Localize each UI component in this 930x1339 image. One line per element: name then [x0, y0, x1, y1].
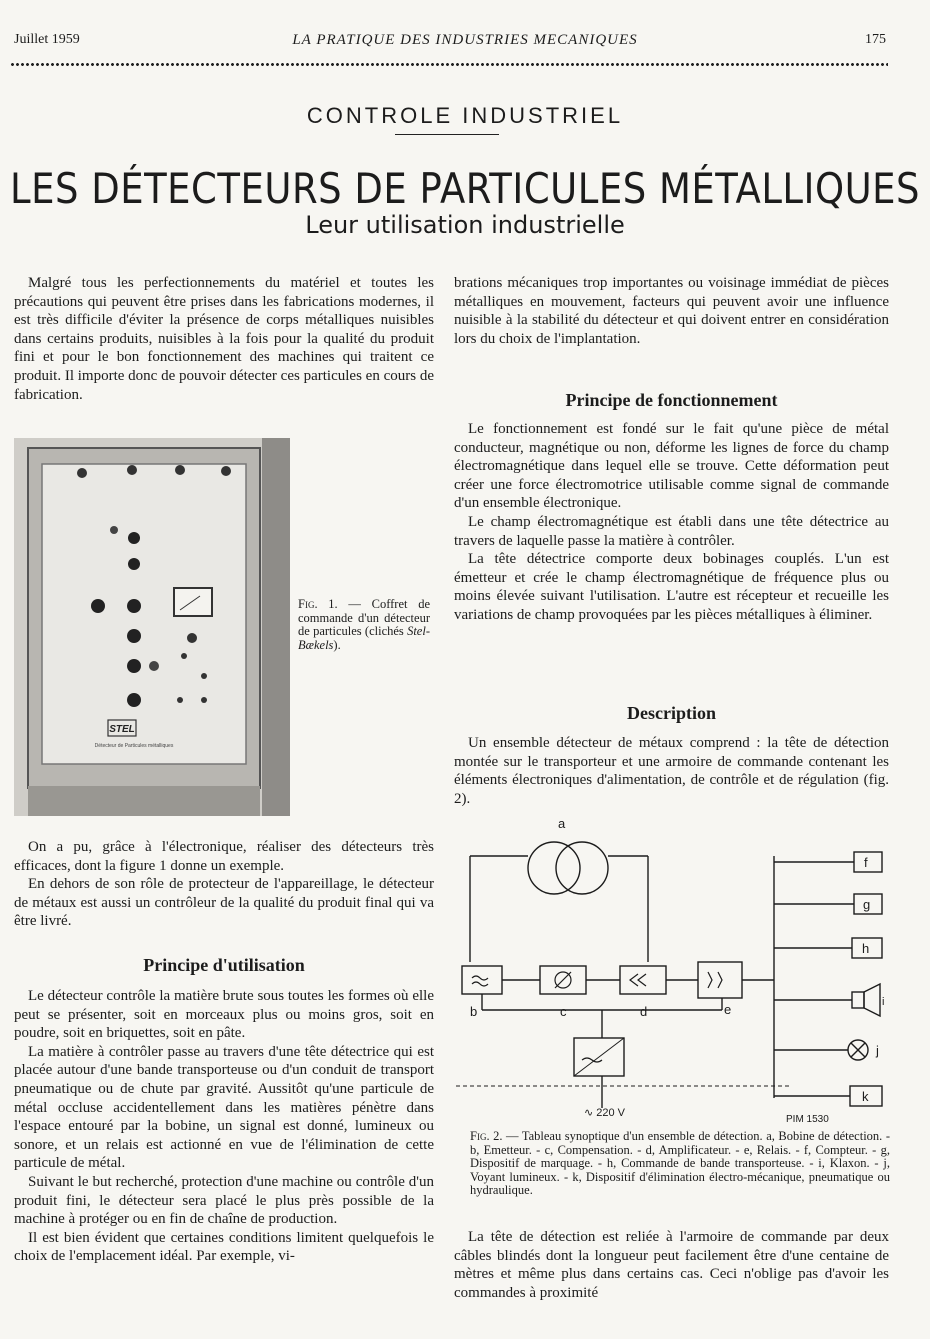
label-e: e [724, 1002, 732, 1017]
fig1-caption-credit: Stel-Bækels [298, 624, 430, 652]
article-title: LES DÉTECTEURS DE PARTICULES MÉTALLIQUES [9, 165, 921, 214]
article-subtitle: Leur utilisation industrielle [305, 211, 625, 239]
header-dotted-rule [10, 62, 888, 67]
block-e-relais [698, 962, 742, 998]
left-paragraphs-2 [14, 838, 434, 931]
fig1-caption-text: — Coffret de commande d'un détecteur de particules (clichés [298, 597, 430, 638]
fig2-caption-label: Fig. 2. [470, 1129, 503, 1143]
fig2-caption [470, 1130, 890, 1198]
section-underline [395, 134, 499, 135]
control-box-illustration [14, 438, 290, 816]
label-h: h [862, 941, 870, 956]
label-k: k [862, 1089, 869, 1104]
paragraph-tete-detection: La tête de détection est reliée à l'armoire de commande par deux câbles blindés dont la longueur peut facilement être d'une centaine de mètres et même plus dans certains cas. Ceci n'oblige pas d'avoir les commandes à proximité [454, 1229, 889, 1301]
label-j: j [876, 1043, 879, 1058]
block-d-amplificateur [620, 966, 666, 994]
paragraph-utilisation-1: Le détecteur contrôle la matière brute sous toutes les formes où elle peut se présenter, soit en morceaux plus ou moins gros, soit en poudre, soit en briquettes, soit en pâte. [14, 988, 434, 1042]
label-f: f [864, 855, 868, 870]
heading-principe-utilisation: Principe d'utilisation [143, 955, 305, 975]
fig2-synoptic-diagram [452, 812, 892, 1128]
paragraph-utilisation-4: Il est bien évident que certaines conditions limitent quelquefois le choix de l'emplacement idéal. Par exemple, vi- [14, 1229, 434, 1265]
section-title: CONTROLE INDUSTRIEL [306, 103, 624, 128]
coil-loop-right [556, 842, 608, 894]
block-i-klaxon [864, 984, 880, 1016]
fig1-caption [298, 598, 430, 652]
label-a: a [558, 816, 566, 831]
description-paragraph-block [454, 734, 889, 808]
fig1-photo [14, 438, 290, 816]
relay-symbol [708, 972, 722, 988]
supply-label: ∿ 220 V [584, 1107, 626, 1119]
figure-reference: PIM 1530 [786, 1114, 829, 1125]
paragraph-utilisation-2: La matière à contrôler passe au travers d'une tête détectrice qui est placée autour d'une bande transporteuse ou d'un conduit de transport pneumatique ou de chute par gravité. Aussitôt qu'une particule de métal occluse accidentellement dans les matières pénètre dans l'espace entouré par la bobine, un signal est donné, lumineux ou sonore, et un relais est actionné en vue de l'élimination de cette particule de métal. [14, 1043, 434, 1172]
right-continuation [454, 274, 889, 348]
paragraph-vibrations: brations mécaniques trop importantes ou voisinage immédiat de pièces métalliques en mouvement, facteurs qui peuvent avoir une influence nuisible à la stabilité du détecteur et qui doivent entrer en considération lors du choix de l'implantation. [454, 275, 889, 347]
utilisation-paragraphs [14, 987, 434, 1266]
fig1-caption-label: Fig. 1. [298, 597, 338, 611]
header-date: Juillet 1959 [14, 32, 80, 47]
label-d: d [640, 1004, 648, 1019]
label-b: b [470, 1004, 478, 1019]
paragraph-fonctionnement-1: Le fonctionnement est fondé sur le fait qu'une pièce de métal conducteur, magnétique ou non, déforme les lignes de force du champ électromagnétique dans lequel elle se trouve. Cette déformation peut créer une force électromotrice utilisable comme signal de commande d'un ensemble électronique. [454, 421, 889, 512]
header-page-number: 175 [865, 32, 886, 47]
paragraph-description: Un ensemble détecteur de métaux comprend : la tête de détection montée sur le transporteur et une armoire de commande contenant les éléments électroniques d'alimentation, de contrôle et de régulation (fig. 2). [454, 735, 889, 807]
label-g: g [863, 897, 871, 912]
klaxon-body [852, 992, 864, 1008]
paragraph-electronique: On a pu, grâce à l'électronique, réaliser des détecteurs très efficaces, dont la figure 1 donne un exemple. [14, 839, 434, 874]
stel-logo: STEL [109, 724, 135, 735]
block-f-compteur [854, 852, 882, 872]
paragraph-role-protecteur: En dehors de son rôle de protecteur de l'appareillage, le détecteur de métaux est aussi un contrôleur de la qualité du produit final qui va être livré. [14, 876, 434, 930]
fig1-caption-end: ). [333, 637, 341, 652]
intro-paragraph: Malgré tous les perfectionnements du matériel et toutes les précautions qui peuvent être prises dans les fabrications modernes, il est très difficile d'éviter la présence de corps métalliques nuisibles dans certains produits, nuisibles à la fois pour la qualité du produit fini et pour le bon fonctionnement des machines qui traitent ce produit. Il importe donc de pouvoir détecter ces particules en cours de fabrication. [14, 275, 434, 403]
amplifier-symbol [630, 974, 646, 986]
heading-description: Description [627, 703, 716, 723]
coil-loop-left [528, 842, 580, 894]
intro-paragraph-block [14, 274, 434, 404]
header-journal: LA PRATIQUE DES INDUSTRIES MECANIQUES [292, 32, 638, 48]
fonctionnement-paragraphs [454, 420, 889, 625]
paragraph-fonctionnement-3: La tête détectrice comporte deux bobinages couplés. L'un est émetteur et crée le champ électromagnétique de fréquence plus ou moins élevée suivant l'utilisation. L'autre est récepteur et recueille les variations de champ provoquées par les pièces métalliques à éliminer. [454, 551, 889, 623]
heading-principe-fonctionnement: Principe de fonctionnement [565, 390, 778, 410]
final-paragraph-block [454, 1228, 889, 1302]
paragraph-utilisation-3: Suivant le but recherché, protection d'une machine ou contrôle d'un produit fini, le détecteur sera placé le plus près possible de la machine à protéger ou en fin de chaîne de production. [14, 1173, 434, 1228]
label-c: c [560, 1004, 567, 1019]
paragraph-fonctionnement-2: Le champ électromagnétique est établi dans une tête détectrice au travers de laquelle passe la matière à contrôler. [454, 513, 889, 549]
fig2-caption-text: — Tableau synoptique d'un ensemble de détection. a, Bobine de détection. - b, Emetteur. - c, Compensation. - d, Amplificateur. - e, Relais. - f, Compteur. - g, Dispositif de marquage. - h, Commande de bande transporteuse. - i, Klaxon. - j, Voyant lumineux. - k, Dispositif d'élimination électro-mécanique, pneumatique ou hydraulique. [470, 1129, 890, 1197]
label-i: i [882, 996, 885, 1008]
stel-plate: Détecteur de Particules métalliques [94, 743, 174, 749]
